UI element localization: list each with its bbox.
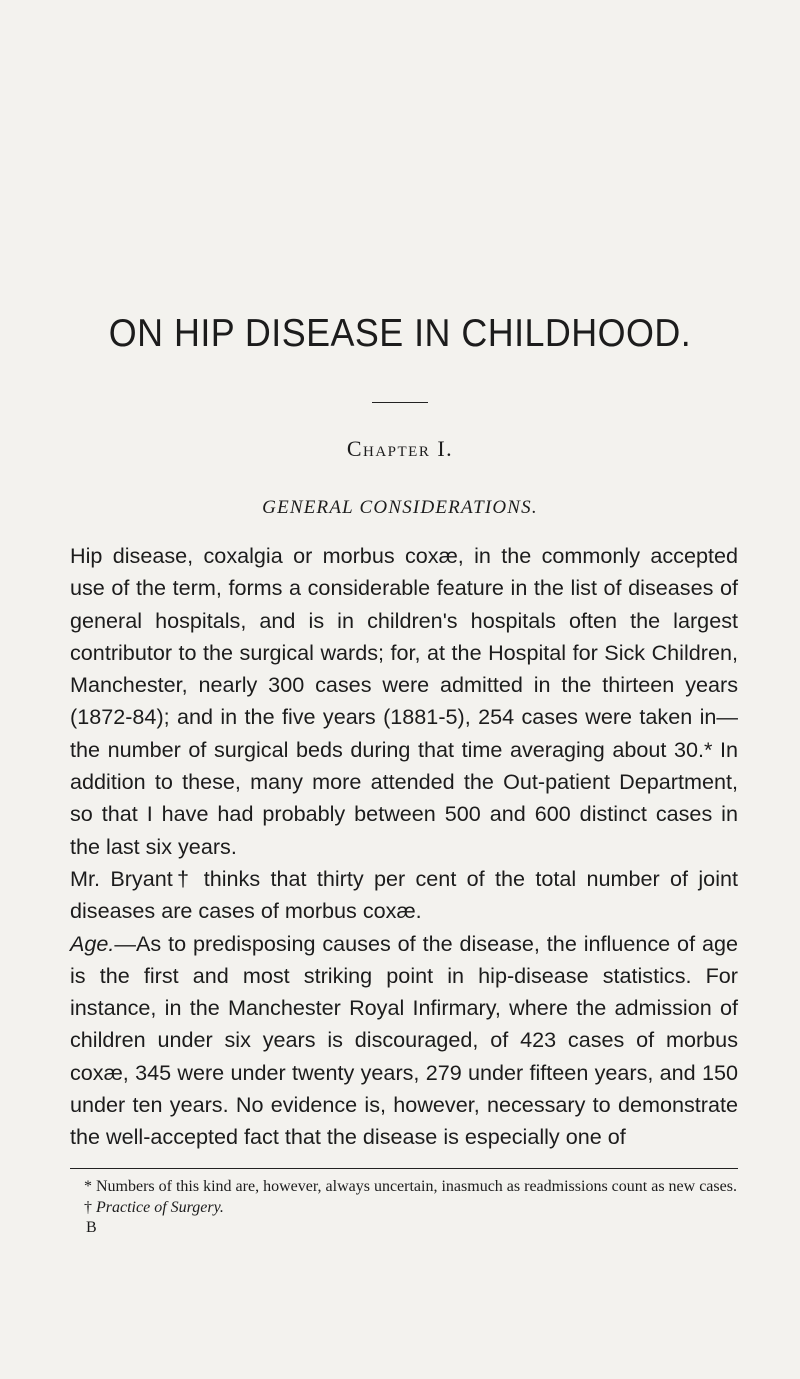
title-divider xyxy=(372,402,428,403)
footnote-divider xyxy=(70,1168,738,1169)
paragraph-2: Mr. Bryant† thinks that thirty per cent of the total number of joint diseases are cases of morbus coxæ. xyxy=(70,865,738,924)
page-title: ON HIP DISEASE IN CHILDHOOD. xyxy=(108,312,692,355)
body-text xyxy=(70,540,738,1154)
chapter-heading: Chapter I. xyxy=(346,436,454,461)
section-heading: GENERAL CONSIDERATIONS. xyxy=(262,497,538,518)
footnote-1: * Numbers of this kind are, however, always uncertain, inasmuch as readmissions count as new cases. xyxy=(84,1178,737,1195)
footnote-2 xyxy=(70,1198,738,1219)
footnotes xyxy=(70,1177,738,1239)
footnote-2-text: Practice of Surgery. xyxy=(96,1198,224,1216)
paragraph-3 xyxy=(70,928,738,1154)
signature-mark: B xyxy=(86,1219,97,1236)
footnote-2-mark: † xyxy=(84,1198,92,1216)
paragraph-1: Hip disease, coxalgia or morbus coxæ, in the commonly accepted use of the term, forms a considerable feature in the list of diseases of general hospitals, and is in children's hospitals often the largest contributor to the surgical wards; for, at the Hospital for Sick Children, Manchester, nearly 300 cases were admitted in the thirteen years (1872-84); and in the five years (1881-5), 254 cases were taken in— the number of surgical beds during that time averaging about 30.* In addition to these, many more attended the Out-patient Department, so that I have had probably between 500 and 600 distinct cases in the last six years. xyxy=(70,543,738,859)
paragraph-3-lead: Age. xyxy=(70,930,115,956)
paragraph-3-text: —As to predisposing causes of the disease, the influence of age is the first and most striking point in hip-disease statistics. For instance, in the Manchester Royal Infirmary, where the admission of children under six years is discouraged, of 423 cases of morbus coxæ, 345 were under twenty years, 279 under fifteen years, and 150 under ten years. No evidence is, however, necessary to demonstrate the well-accepted fact that the disease is especially one of xyxy=(70,930,738,1150)
